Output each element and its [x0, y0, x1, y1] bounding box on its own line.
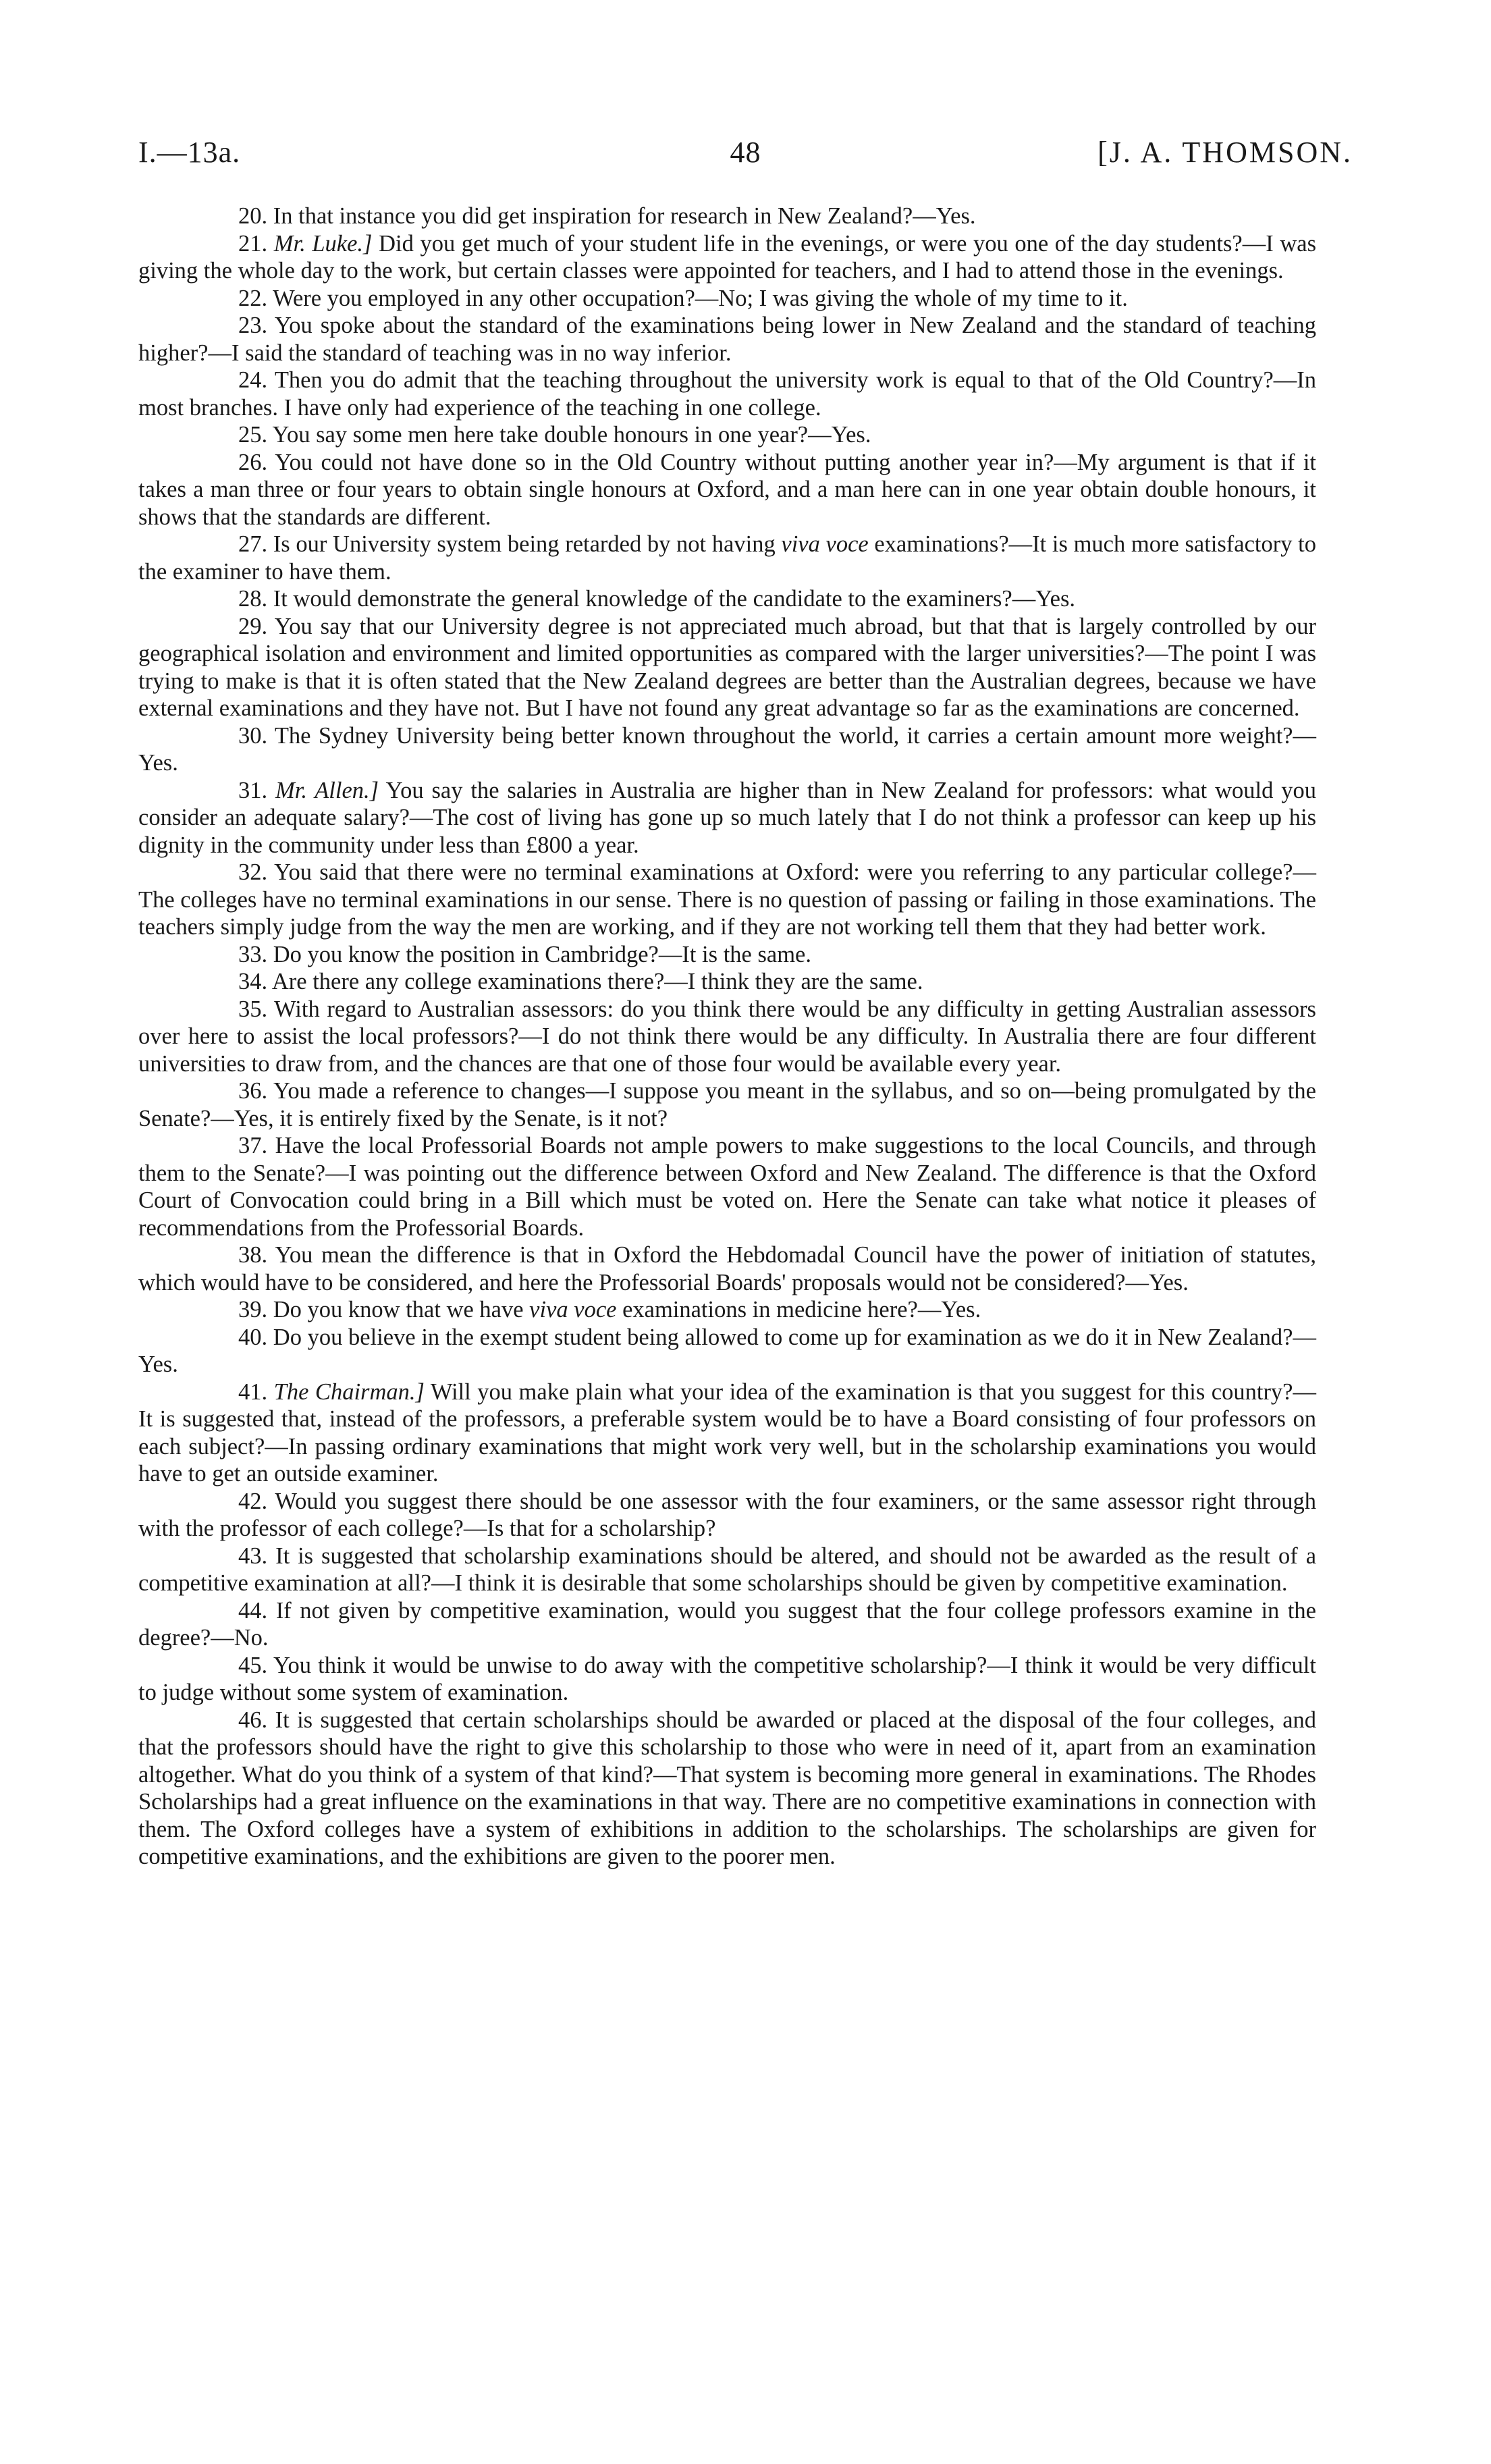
- page-header: [138, 135, 1353, 176]
- question-39: [138, 1296, 1316, 1324]
- question-number: 41.: [238, 1378, 268, 1405]
- question-36: [138, 1077, 1316, 1132]
- question-27: [138, 531, 1316, 585]
- question-25: [138, 421, 1316, 449]
- question-answer-text: Do you know that we have viva voce examinations in medicine here?—Yes.: [273, 1297, 981, 1322]
- question-answer-text: If not given by competitive examination, would you suggest that the four college professors examine in the degree?—No.: [138, 1597, 1316, 1651]
- question-number: 34.: [238, 969, 268, 994]
- question-number: 42.: [238, 1488, 268, 1514]
- question-43: [138, 1543, 1316, 1597]
- question-26: [138, 449, 1316, 531]
- question-number: 32.: [238, 859, 268, 885]
- question-23: [138, 312, 1316, 367]
- question-answer-text: The Sydney University being better known throughout the world, it carries a certain amount more weight?—Yes.: [138, 722, 1316, 776]
- question-number: 25.: [238, 422, 268, 448]
- question-number: 46.: [238, 1707, 268, 1733]
- question-number: 20.: [238, 203, 268, 229]
- question-number: 35.: [238, 996, 268, 1022]
- question-44: [138, 1597, 1316, 1652]
- question-31: [138, 777, 1316, 859]
- question-number: 21.: [238, 230, 268, 257]
- question-number: 40.: [238, 1324, 268, 1350]
- question-answer-text: It would demonstrate the general knowledge of the candidate to the examiners?—Yes.: [273, 586, 1076, 612]
- question-number: 26.: [238, 449, 268, 475]
- question-number: 30.: [238, 722, 268, 749]
- question-33: [138, 941, 1316, 969]
- question-number: 29.: [238, 613, 268, 639]
- question-38: [138, 1241, 1316, 1296]
- speaker-name: Mr. Allen.]: [275, 777, 379, 803]
- question-number: 43.: [238, 1543, 268, 1569]
- question-answer-text: With regard to Australian assessors: do you think there would be any difficulty in getting Australian assessors over here to assist the local professors?—I do not think there would be any difficulty. In Australia there are four different universities to draw from, and the chances are that one of those four would be available every year.: [138, 996, 1316, 1077]
- question-number: 23.: [238, 313, 268, 338]
- question-29: [138, 613, 1316, 722]
- question-21: [138, 230, 1316, 285]
- speaker-name: The Chairman.]: [273, 1378, 425, 1405]
- question-answer-text: Are there any college examinations there?—I think they are the same.: [271, 969, 923, 994]
- question-number: 22.: [238, 285, 268, 311]
- speaker-name: Mr. Luke.]: [273, 230, 373, 257]
- question-number: 28.: [238, 586, 268, 612]
- question-35: [138, 996, 1316, 1078]
- question-answer-text: Do you believe in the exempt student being allowed to come up for examination as we do it in New Zealand?—Yes.: [138, 1324, 1316, 1377]
- parliamentary-paper-reference: I.—13a.: [138, 136, 241, 169]
- question-number: 44.: [238, 1597, 268, 1624]
- question-answer-text: Do you know the position in Cambridge?—It is the same.: [273, 941, 811, 967]
- page-number: 48: [730, 136, 761, 169]
- question-answer-text: It is suggested that certain scholarships should be awarded or placed at the disposal of the four colleges, and that the professors should have the right to give this scholarship to those who were in need of it, apart from an examination altogether. What do you think of a system of that kind?—That system is becoming more general in examinations. The Rhodes Scholarships had a great influence on the examinations in that way. There are no competitive examinations in connection with them. The Oxford colleges have a system of exhibitions in addition to the scholarships. The scholarships are given for competitive examinations, and the exhibitions are given to the poorer men.: [138, 1707, 1317, 1869]
- question-41: [138, 1378, 1316, 1488]
- question-32: [138, 859, 1316, 941]
- question-20: [138, 203, 1316, 230]
- question-number: 45.: [238, 1652, 268, 1678]
- question-answer-text: You say some men here take double honours in one year?—Yes.: [272, 422, 871, 448]
- question-answer-text: You mean the difference is that in Oxford the Hebdomadal Council have the power of initiation of statutes, which would have to be considered, and here the Professorial Boards' proposals would not be considered?—Yes.: [138, 1242, 1316, 1295]
- question-number: 24.: [238, 367, 268, 393]
- question-22: [138, 285, 1316, 313]
- question-answer-text: Would you suggest there should be one assessor with the four examiners, or the same assessor right through with the professor of each college?—Is that for a scholarship?: [138, 1488, 1316, 1541]
- question-number: 38.: [238, 1242, 268, 1268]
- question-answer-text: You said that there were no terminal examinations at Oxford: were you referring to any particular college?—The colleges have no terminal examinations in our sense. There is no question of passing or failing in those examinations. The teachers simply judge from the way the men are working, and if they are not working tell them that they had better work.: [138, 859, 1316, 940]
- question-37: [138, 1132, 1316, 1241]
- question-answer-text: Will you make plain what your idea of the examination is that you suggest for this country?—It is suggested that, instead of the professors, a preferable system would be to have a Board consisting of four professors on each subject?—In passing ordinary examinations that might work very well, but in the scholarship examinations you would have to get an outside examiner.: [138, 1378, 1316, 1487]
- question-number: 37.: [238, 1133, 268, 1158]
- question-30: [138, 722, 1316, 777]
- question-number: 39.: [238, 1297, 268, 1322]
- question-40: [138, 1324, 1316, 1378]
- question-answer-text: Have the local Professorial Boards not ample powers to make suggestions to the local Councils, and through them to the Senate?—I was pointing out the difference between Oxford and New Zealand. The difference is that the Oxford Court of Convocation could bring in a Bill which must be voted on. Here the Senate can take what notice it pleases of recommendations from the Professorial Boards.: [138, 1133, 1316, 1241]
- question-number: 36.: [238, 1078, 268, 1104]
- question-28: [138, 585, 1316, 613]
- question-45: [138, 1652, 1316, 1707]
- witness-name: [J. A. THOMSON.: [1097, 136, 1353, 169]
- question-46: [138, 1707, 1316, 1871]
- question-24: [138, 367, 1316, 421]
- question-answer-text: Then you do admit that the teaching throughout the university work is equal to that of the Old Country?—In most branches. I have only had experience of the teaching in one college.: [138, 367, 1316, 421]
- question-answer-text: You say the salaries in Australia are higher than in New Zealand for professors: what would you consider an adequate salary?—The cost of living has gone up so much lately that I do not think a professor can keep up his dignity in the community under less than £800 a year.: [138, 777, 1316, 858]
- question-number: 31.: [238, 777, 268, 803]
- question-answer-text: You made a reference to changes—I suppose you meant in the syllabus, and so on—being promulgated by the Senate?—Yes, it is entirely fixed by the Senate, is it not?: [138, 1078, 1316, 1131]
- question-answer-text: It is suggested that scholarship examinations should be altered, and should not be awarded as the result of a competitive examination at all?—I think it is desirable that some scholarships should be given by competitive examination.: [138, 1543, 1317, 1596]
- question-answer-text: You could not have done so in the Old Country without putting another year in?—My argument is that if it takes a man three or four years to obtain single honours at Oxford, and a man here can in one year obtain double honours, it shows that the standards are different.: [138, 449, 1316, 530]
- question-answer-text: You say that our University degree is not appreciated much abroad, but that that is largely controlled by our geographical isolation and environment and limited opportunities as compared with the larger universities?—The point I was trying to make is that it is often stated that the New Zealand degrees are better than the Australian degrees, because we have external examinations and they have not. But I have not found any great advantage so far as the examinations are concerned.: [138, 613, 1316, 721]
- evidence-transcript: [138, 203, 1316, 1871]
- question-answer-text: Did you get much of your student life in the evenings, or were you one of the day students?—I was giving the whole day to the work, but certain classes were appointed for teachers, and I had to attend those in the evenings.: [138, 230, 1316, 284]
- question-answer-text: Were you employed in any other occupation?—No; I was giving the whole of my time to it.: [273, 285, 1128, 311]
- question-answer-text: You spoke about the standard of the examinations being lower in New Zealand and the standard of teaching higher?—I said the standard of teaching was in no way inferior.: [138, 313, 1316, 366]
- question-number: 27.: [238, 531, 268, 557]
- question-34: [138, 968, 1316, 996]
- question-answer-text: In that instance you did get inspiration for research in New Zealand?—Yes.: [273, 203, 976, 229]
- question-42: [138, 1488, 1316, 1543]
- question-answer-text: Is our University system being retarded by not having viva voce examinations?—It is much more satisfactory to the examiner to have them.: [138, 531, 1317, 585]
- question-answer-text: You think it would be unwise to do away with the competitive scholarship?—I think it would be very difficult to judge without some system of examination.: [138, 1652, 1316, 1705]
- question-number: 33.: [238, 941, 268, 967]
